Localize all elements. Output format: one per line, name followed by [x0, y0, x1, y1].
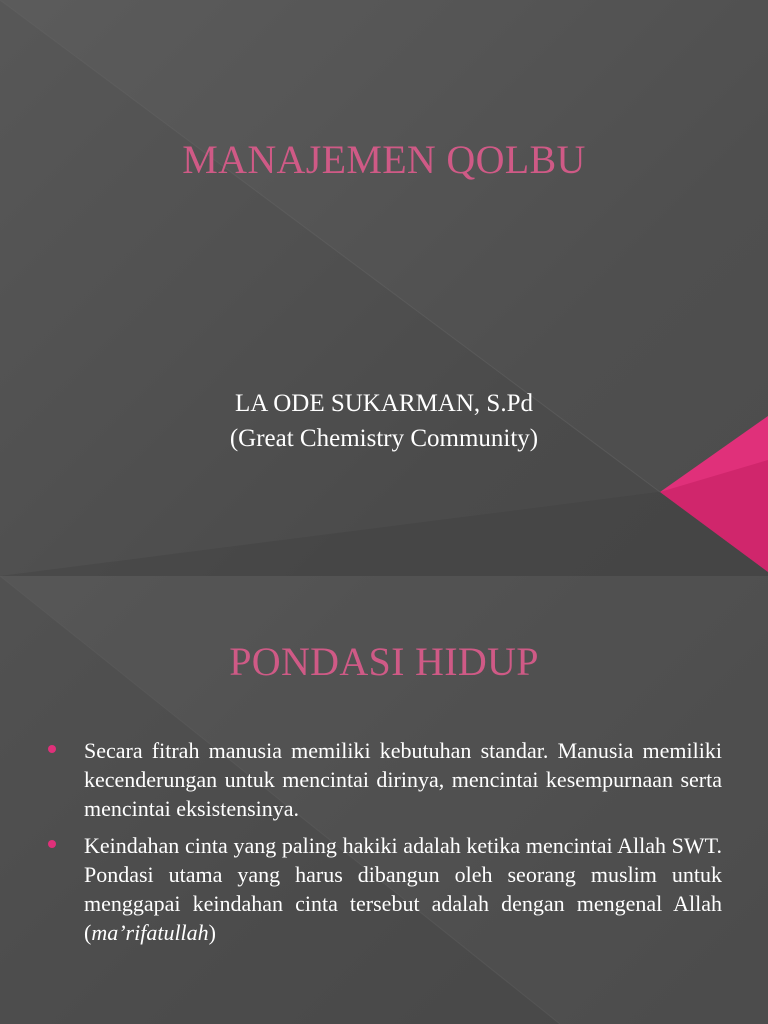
- bullet-icon: [48, 840, 56, 848]
- bullet-text: Secara fitrah manusia memiliki kebutuhan standar. Manusia memiliki kecenderungan untuk mencintai dirinya, mencintai kesempurnaan serta mencintai eksistensinya.: [84, 738, 722, 821]
- slide-title: PONDASI HIDUP: [229, 639, 539, 684]
- list-item: [46, 736, 722, 823]
- author-name: LA ODE SUKARMAN, S.Pd: [235, 390, 533, 417]
- bullet-italic-term: ma’rifatullah: [91, 920, 209, 945]
- bullet-text-end: ): [208, 920, 216, 945]
- author-affiliation: (Great Chemistry Community): [229, 425, 539, 452]
- slide-title: MANAJEMEN QOLBU: [182, 137, 586, 182]
- slide-subtitle: [0, 386, 768, 456]
- bullet-list: [46, 736, 722, 955]
- content-slide: [0, 576, 768, 1024]
- bullet-text: Keindahan cinta yang paling hakiki adalah ketika mencintai Allah SWT. Pondasi utama yang harus dibangun oleh seorang muslim untuk menggapai keindahan cinta tersebut adalah dengan mengenal Allah (: [84, 833, 722, 945]
- bullet-icon: [48, 745, 56, 753]
- list-item: [46, 831, 722, 947]
